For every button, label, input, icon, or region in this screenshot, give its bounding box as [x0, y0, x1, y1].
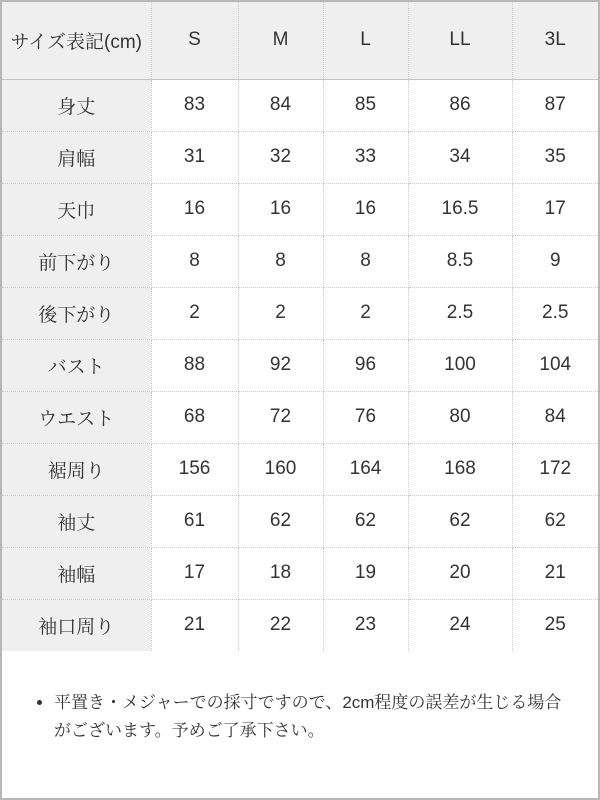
row-label: 袖口周り: [2, 599, 151, 651]
measurement-cell: 85: [323, 79, 408, 131]
measurement-cell: 24: [408, 599, 512, 651]
measurement-cell: 164: [323, 443, 408, 495]
measurement-cell: 83: [151, 79, 238, 131]
table-row: [2, 183, 598, 235]
column-header-3l: 3L: [512, 2, 598, 79]
measurement-cell: 96: [323, 339, 408, 391]
table-row: [2, 599, 598, 651]
measurement-cell: 62: [512, 495, 598, 547]
measurement-cell: 2.5: [408, 287, 512, 339]
measurement-cell: 18: [238, 547, 323, 599]
measurement-cell: 61: [151, 495, 238, 547]
measurement-cell: 17: [512, 183, 598, 235]
measurement-cell: 86: [408, 79, 512, 131]
measurement-cell: 8: [238, 235, 323, 287]
column-header-l: L: [323, 2, 408, 79]
row-label: 裾周り: [2, 443, 151, 495]
row-label: 天巾: [2, 183, 151, 235]
measurement-cell: 8: [323, 235, 408, 287]
measurement-cell: 62: [323, 495, 408, 547]
size-chart-table: [2, 2, 598, 651]
measurement-cell: 84: [512, 391, 598, 443]
unit-label-header: サイズ表記(cm): [2, 2, 151, 79]
measurement-cell: 16: [323, 183, 408, 235]
measurement-cell: 92: [238, 339, 323, 391]
measurement-cell: 80: [408, 391, 512, 443]
measurement-cell: 19: [323, 547, 408, 599]
table-row: [2, 287, 598, 339]
note-list: [32, 689, 568, 745]
row-label: 肩幅: [2, 131, 151, 183]
column-header-s: S: [151, 2, 238, 79]
header-row: [2, 2, 598, 79]
size-chart-head: [2, 2, 598, 79]
measurement-cell: 156: [151, 443, 238, 495]
row-label: 袖幅: [2, 547, 151, 599]
measurement-cell: 33: [323, 131, 408, 183]
row-label: 袖丈: [2, 495, 151, 547]
measurement-cell: 2: [151, 287, 238, 339]
row-label: 前下がり: [2, 235, 151, 287]
row-label: ウエスト: [2, 391, 151, 443]
measurement-cell: 16.5: [408, 183, 512, 235]
measurement-cell: 76: [323, 391, 408, 443]
row-label: 身丈: [2, 79, 151, 131]
table-row: [2, 339, 598, 391]
measurement-cell: 20: [408, 547, 512, 599]
measurement-cell: 32: [238, 131, 323, 183]
measurement-cell: 21: [151, 599, 238, 651]
note-item: • 平置き・メジャーでの採寸ですので、2cm程度の誤差が生じる場合がございます。予めご了承下さい。: [54, 689, 568, 745]
measurement-cell: 23: [323, 599, 408, 651]
table-row: [2, 131, 598, 183]
table-row: [2, 391, 598, 443]
measurement-cell: 62: [238, 495, 323, 547]
measurement-cell: 17: [151, 547, 238, 599]
table-row: [2, 79, 598, 131]
measurement-cell: 35: [512, 131, 598, 183]
table-row: [2, 235, 598, 287]
measurement-cell: 72: [238, 391, 323, 443]
measurement-cell: 16: [151, 183, 238, 235]
measurement-cell: 2: [238, 287, 323, 339]
table-row: [2, 443, 598, 495]
measurement-cell: 68: [151, 391, 238, 443]
measurement-cell: 8: [151, 235, 238, 287]
measurement-cell: 16: [238, 183, 323, 235]
measurement-cell: 87: [512, 79, 598, 131]
measurement-cell: 104: [512, 339, 598, 391]
measurement-cell: 21: [512, 547, 598, 599]
measurement-cell: 168: [408, 443, 512, 495]
measurement-cell: 22: [238, 599, 323, 651]
measurement-cell: 88: [151, 339, 238, 391]
measurement-cell: 8.5: [408, 235, 512, 287]
size-chart-body: [2, 79, 598, 651]
measurement-cell: 160: [238, 443, 323, 495]
row-label: 後下がり: [2, 287, 151, 339]
measurement-note: [2, 651, 598, 745]
table-row: [2, 547, 598, 599]
measurement-cell: 31: [151, 131, 238, 183]
column-header-ll: LL: [408, 2, 512, 79]
measurement-cell: 25: [512, 599, 598, 651]
measurement-cell: 2.5: [512, 287, 598, 339]
measurement-cell: 62: [408, 495, 512, 547]
measurement-cell: 2: [323, 287, 408, 339]
measurement-cell: 84: [238, 79, 323, 131]
measurement-cell: 100: [408, 339, 512, 391]
measurement-cell: 172: [512, 443, 598, 495]
table-row: [2, 495, 598, 547]
measurement-cell: 34: [408, 131, 512, 183]
column-header-m: M: [238, 2, 323, 79]
row-label: バスト: [2, 339, 151, 391]
measurement-cell: 9: [512, 235, 598, 287]
